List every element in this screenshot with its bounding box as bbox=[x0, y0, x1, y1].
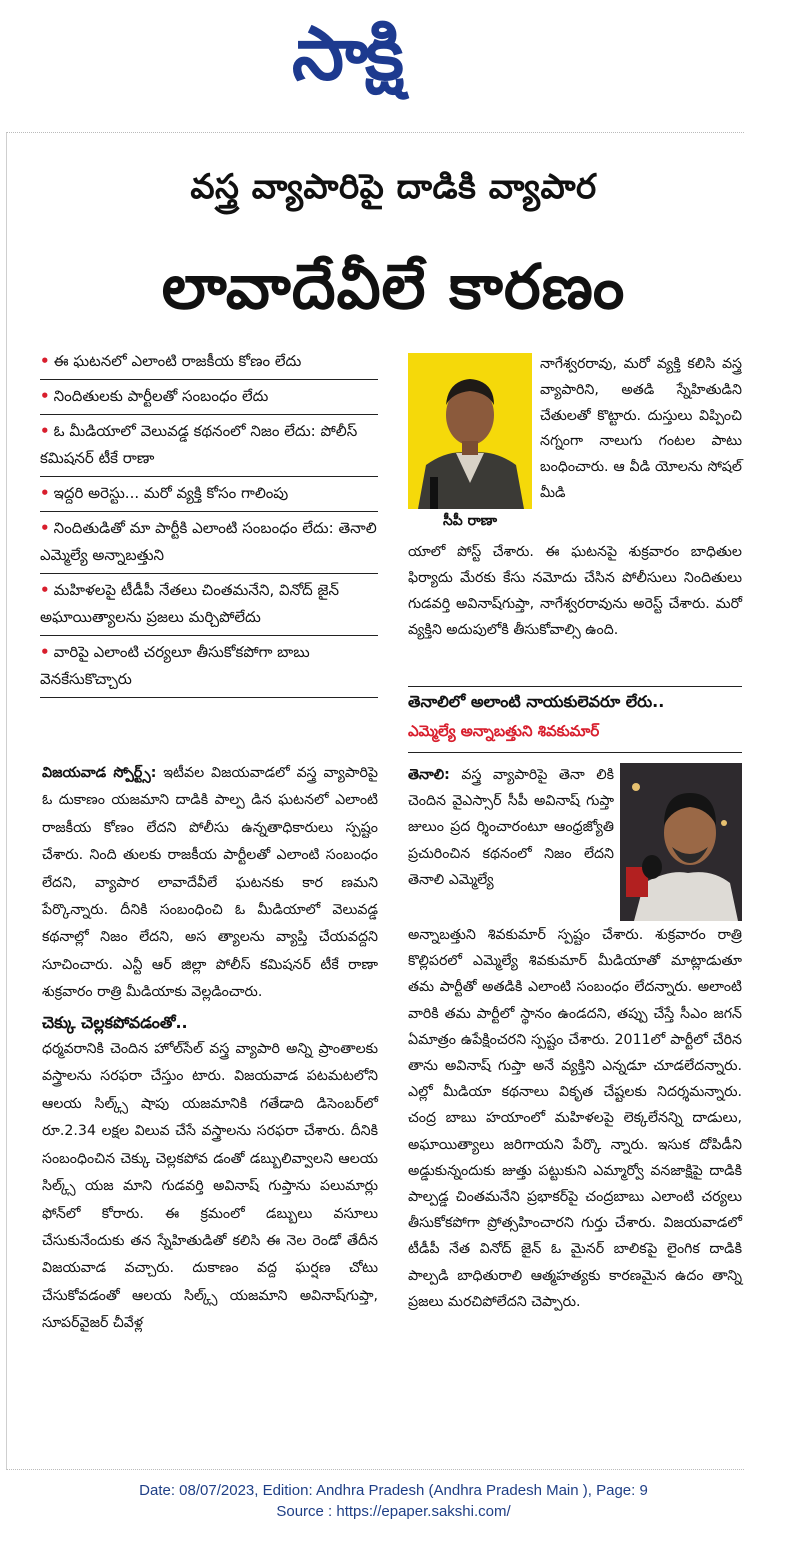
highlight-item: • మహిళలపై టీడీపీ నేతలు చింతమనేని, వినోద్ జైన్ అఘాయిత్యాలను ప్రజలు మర్చిపోలేదు bbox=[40, 574, 378, 636]
bullet-dot-icon: • bbox=[40, 643, 50, 661]
article-kicker: వస్త్ర వ్యాపారిపై దాడికి వ్యాపార bbox=[190, 167, 597, 207]
dateline: విజయవాడ స్పోర్ట్స్: bbox=[42, 765, 157, 781]
edition-info: Date: 08/07/2023, Edition: Andhra Pradesh (Andhra Pradesh Main ), Page: 9 bbox=[139, 1482, 648, 1499]
highlight-item: • నిందితుడితో మా పార్టీకి ఎలాంటి సంబంధం లేదు: తెనాలి ఎమ్మెల్యే అన్నాబత్తుని bbox=[40, 512, 378, 574]
source-link[interactable]: Source : https://epaper.sakshi.com/ bbox=[276, 1503, 511, 1520]
masthead bbox=[0, 0, 787, 125]
bullet-dot-icon: • bbox=[40, 519, 50, 537]
highlight-item: • నిందితులకు పార్టీలతో సంబంధం లేదు bbox=[40, 380, 378, 415]
left-subhead: చెక్కు చెల్లకపోవడంతో.. bbox=[42, 1012, 188, 1032]
right-column-bottom-text-b: అన్నాబత్తుని శివకుమార్ స్పష్టం చేశారు. శుక్రవారం రాత్రి కొల్లిపరలో ఎమ్మెల్యే శివకుమార్ మీడియాతో మాట్లాడుతూ తమ పార్టీతో అతడికి ఎలాంటి సంబంధం లేదన్నారు. అలాంటి వారికి తమ పార్టీలో స్థానం ఉండదని, తప్పు చేస్తే సీఎం జగన్ ఏమాత్రం ఉపేక్షించరని స్పష్టం చేశారు. 2011లో పార్టీలో చేరిన తాను అవినాష్ గుప్తా అనే వ్యక్తిని ఎన్నడూ చూడలేదన్నారు. ఎల్లో మీడియా కథనాలు వికృత చేష్టలకు నిదర్శమన్నారు. చంద్ర బాబు హయాంలో మహిళలపై లెక్కలేనన్ని దాడులు, అఘాయిత్యాలు జరిగాయని పేర్కొ న్నారు. ఇసుక దోపిడీని అడ్డుకున్నందుకు జుత్తు పట్టుకుని ఎమ్మార్వో వనజాక్షిపై దాడికి పాల్పడ్డ చింతమనేని ప్రభాకర్‌పై చంద్రబాబు ఎలాంటి చర్యలు తీసుకోకపోగా ప్రోత్సహించారని గుర్తు చేశారు. విజయవాడలో టీడీపీ నేత వినోద్ జైన్ ఓ మైనర్ బాలికపై లైంగిక దాడికి పాల్పడి బాధితురాలి ఆత్మహత్యకు కారణమైన ఉదం తాన్ని ప్రజలు మరచిపోలేదని చెప్పారు. bbox=[408, 927, 742, 1310]
cp-rana-photo bbox=[408, 353, 532, 509]
left-paragraph-2: ధర్మవరానికి చెందిన హోల్‌సేల్ వస్త్ర వ్యాపారి అన్ని ప్రాంతాలకు వస్త్రాలను సరఫరా చేస్తుం టారు. విజయవాడ పటమటలోని ఆలయ సిల్క్స్ షాపు యజమానికి గతేడాది డిసెంబర్‌లో రూ.2.34 లక్షల విలువ చేసే వస్త్రాలను సరఫరా చేశారు. దీనికి సంబంధించిన చెక్కు చెల్లకపోవ డంతో డబ్బులివ్వాలని ఆలయ సిల్క్స్ యజ మాని గుడవర్తి అవినాష్ గుప్తాను పలుమార్లు ఫోన్‌లో కోరారు. ఈ క్రమంలో డబ్బులు వసూలు చేసుకునేందుకు తన స్నేహితుడితో కలిసి ఈ నెల రెండో తేదీన విజయవాడ వచ్చారు. దుకాణం వద్ద ఘర్షణ చోటు చేసుకోవడంతో ఆలయ సిల్క్స్ యజమాని అవినాష్‌గుప్తా, సూపర్‌వైజర్ చీవేళ్ల bbox=[42, 1041, 378, 1332]
mla-shivakumar-photo bbox=[620, 763, 742, 921]
right-column-bottom-text-a: తెనాలి: వస్త్ర వ్యాపారిపై తెనా లికి చెందిన వైఎస్సార్ సీపీ అవినాష్ గుప్తా జులుం ప్రద ర్శించారంటూ ఆంధ్రజ్యోతి ప్రచురించిన కథనంలో నిజం లేదని తెనాలి ఎమ్మెల్యే bbox=[408, 767, 615, 888]
article-headline: లావాదేవీలే కారణం bbox=[161, 250, 626, 323]
highlights-list bbox=[40, 345, 378, 698]
bullet-dot-icon: • bbox=[40, 352, 50, 370]
dateline: తెనాలి: bbox=[408, 767, 450, 783]
right-subhead: తెనాలిలో అలాంటి నాయకులెవరూ లేరు.. bbox=[408, 692, 665, 711]
highlight-item: • ఇద్దరి అరెస్టు... మరో వ్యక్తి కోసం గాలింపు bbox=[40, 477, 378, 512]
right-subhead-attribution: ఎమ్మెల్యే అన్నాబత్తుని శివకుమార్ bbox=[408, 722, 600, 740]
edition-footer bbox=[0, 1480, 787, 1522]
bullet-dot-icon: • bbox=[40, 387, 50, 405]
highlight-item: • వారిపై ఎలాంటి చర్యలూ తీసుకోకపోగా బాబు వెనకేసుకొచ్చారు bbox=[40, 636, 378, 698]
highlight-item: • ఈ ఘటనలో ఎలాంటి రాజకీయ కోణం లేదు bbox=[40, 345, 378, 380]
right-column-mid-text: యాలో పోస్ట్ చేశారు. ఈ ఘటనపై శుక్రవారం బాధితుల ఫిర్యాదు మేరకు కేసు నమోదు చేసిన పోలీసులు నిందితులు గుడవర్తి అవినాష్‌గుప్తా, నాగేశ్వరరావును అరెస్ట్ చేశారు. మరో వ్యక్తిని అదుపులోకి తీసుకోవాల్సి ఉంది. bbox=[408, 544, 742, 638]
section-divider bbox=[408, 686, 742, 687]
section-divider bbox=[408, 752, 742, 753]
person-photo-icon bbox=[620, 763, 742, 921]
bullet-dot-icon: • bbox=[40, 484, 50, 502]
right-column-top-text: నాగేశ్వరరావు, మరో వ్యక్తి కలిసి వస్త్ర వ్యాపారిని, అతడి స్నేహితుడిని చేతులతో కొట్టారు. దుస్తులు విప్పించి నగ్నంగా నాలుగు గంటల పాటు బంధించారు. ఆ వీడి యోలను సోషల్ మీడి bbox=[540, 356, 742, 501]
bullet-dot-icon: • bbox=[40, 581, 50, 599]
left-paragraph-1: విజయవాడ స్పోర్ట్స్: ఇటీవల విజయవాడలో వస్త్ర వ్యాపారిపై ఓ దుకాణం యజమాని దాడికి పాల్ప డిన ఘటనలో ఎలాంటి రాజకీయ కోణం లేదని పోలీసు ఉన్నతాధికారులు స్పష్టం చేశారు. నింది తులకు రాజకీయ పార్టీలతో ఎలాంటి సంబంధం లేదని, వ్యాపార లావాదేవీలే ఘటనకు కార ణమని పేర్కొన్నారు. దీనికి సంబంధించి ఓ మీడియాలో వెలువడ్డ కథనాల్లో నిజం లేదని, అస త్యాలను వ్యాప్తి చేయవద్దని సూచించారు. ఎన్టీ ఆర్ జిల్లా పోలీస్ కమిషనర్ టీకే రాణా శుక్రవారం రాత్రి మీడియాకు వెల్లడించారు. bbox=[42, 765, 379, 1001]
person-photo-icon bbox=[408, 353, 532, 509]
sakshi-logo: సాక్షి bbox=[292, 11, 401, 97]
photo-caption: సీపీ రాణా bbox=[442, 513, 498, 529]
highlight-item: • ఓ మీడియాలో వెలువడ్డ కథనంలో నిజం లేదు: పోలీస్ కమిషనర్ టీకే రాణా bbox=[40, 415, 378, 477]
bullet-dot-icon: • bbox=[40, 422, 50, 440]
left-column-body bbox=[42, 760, 378, 1338]
